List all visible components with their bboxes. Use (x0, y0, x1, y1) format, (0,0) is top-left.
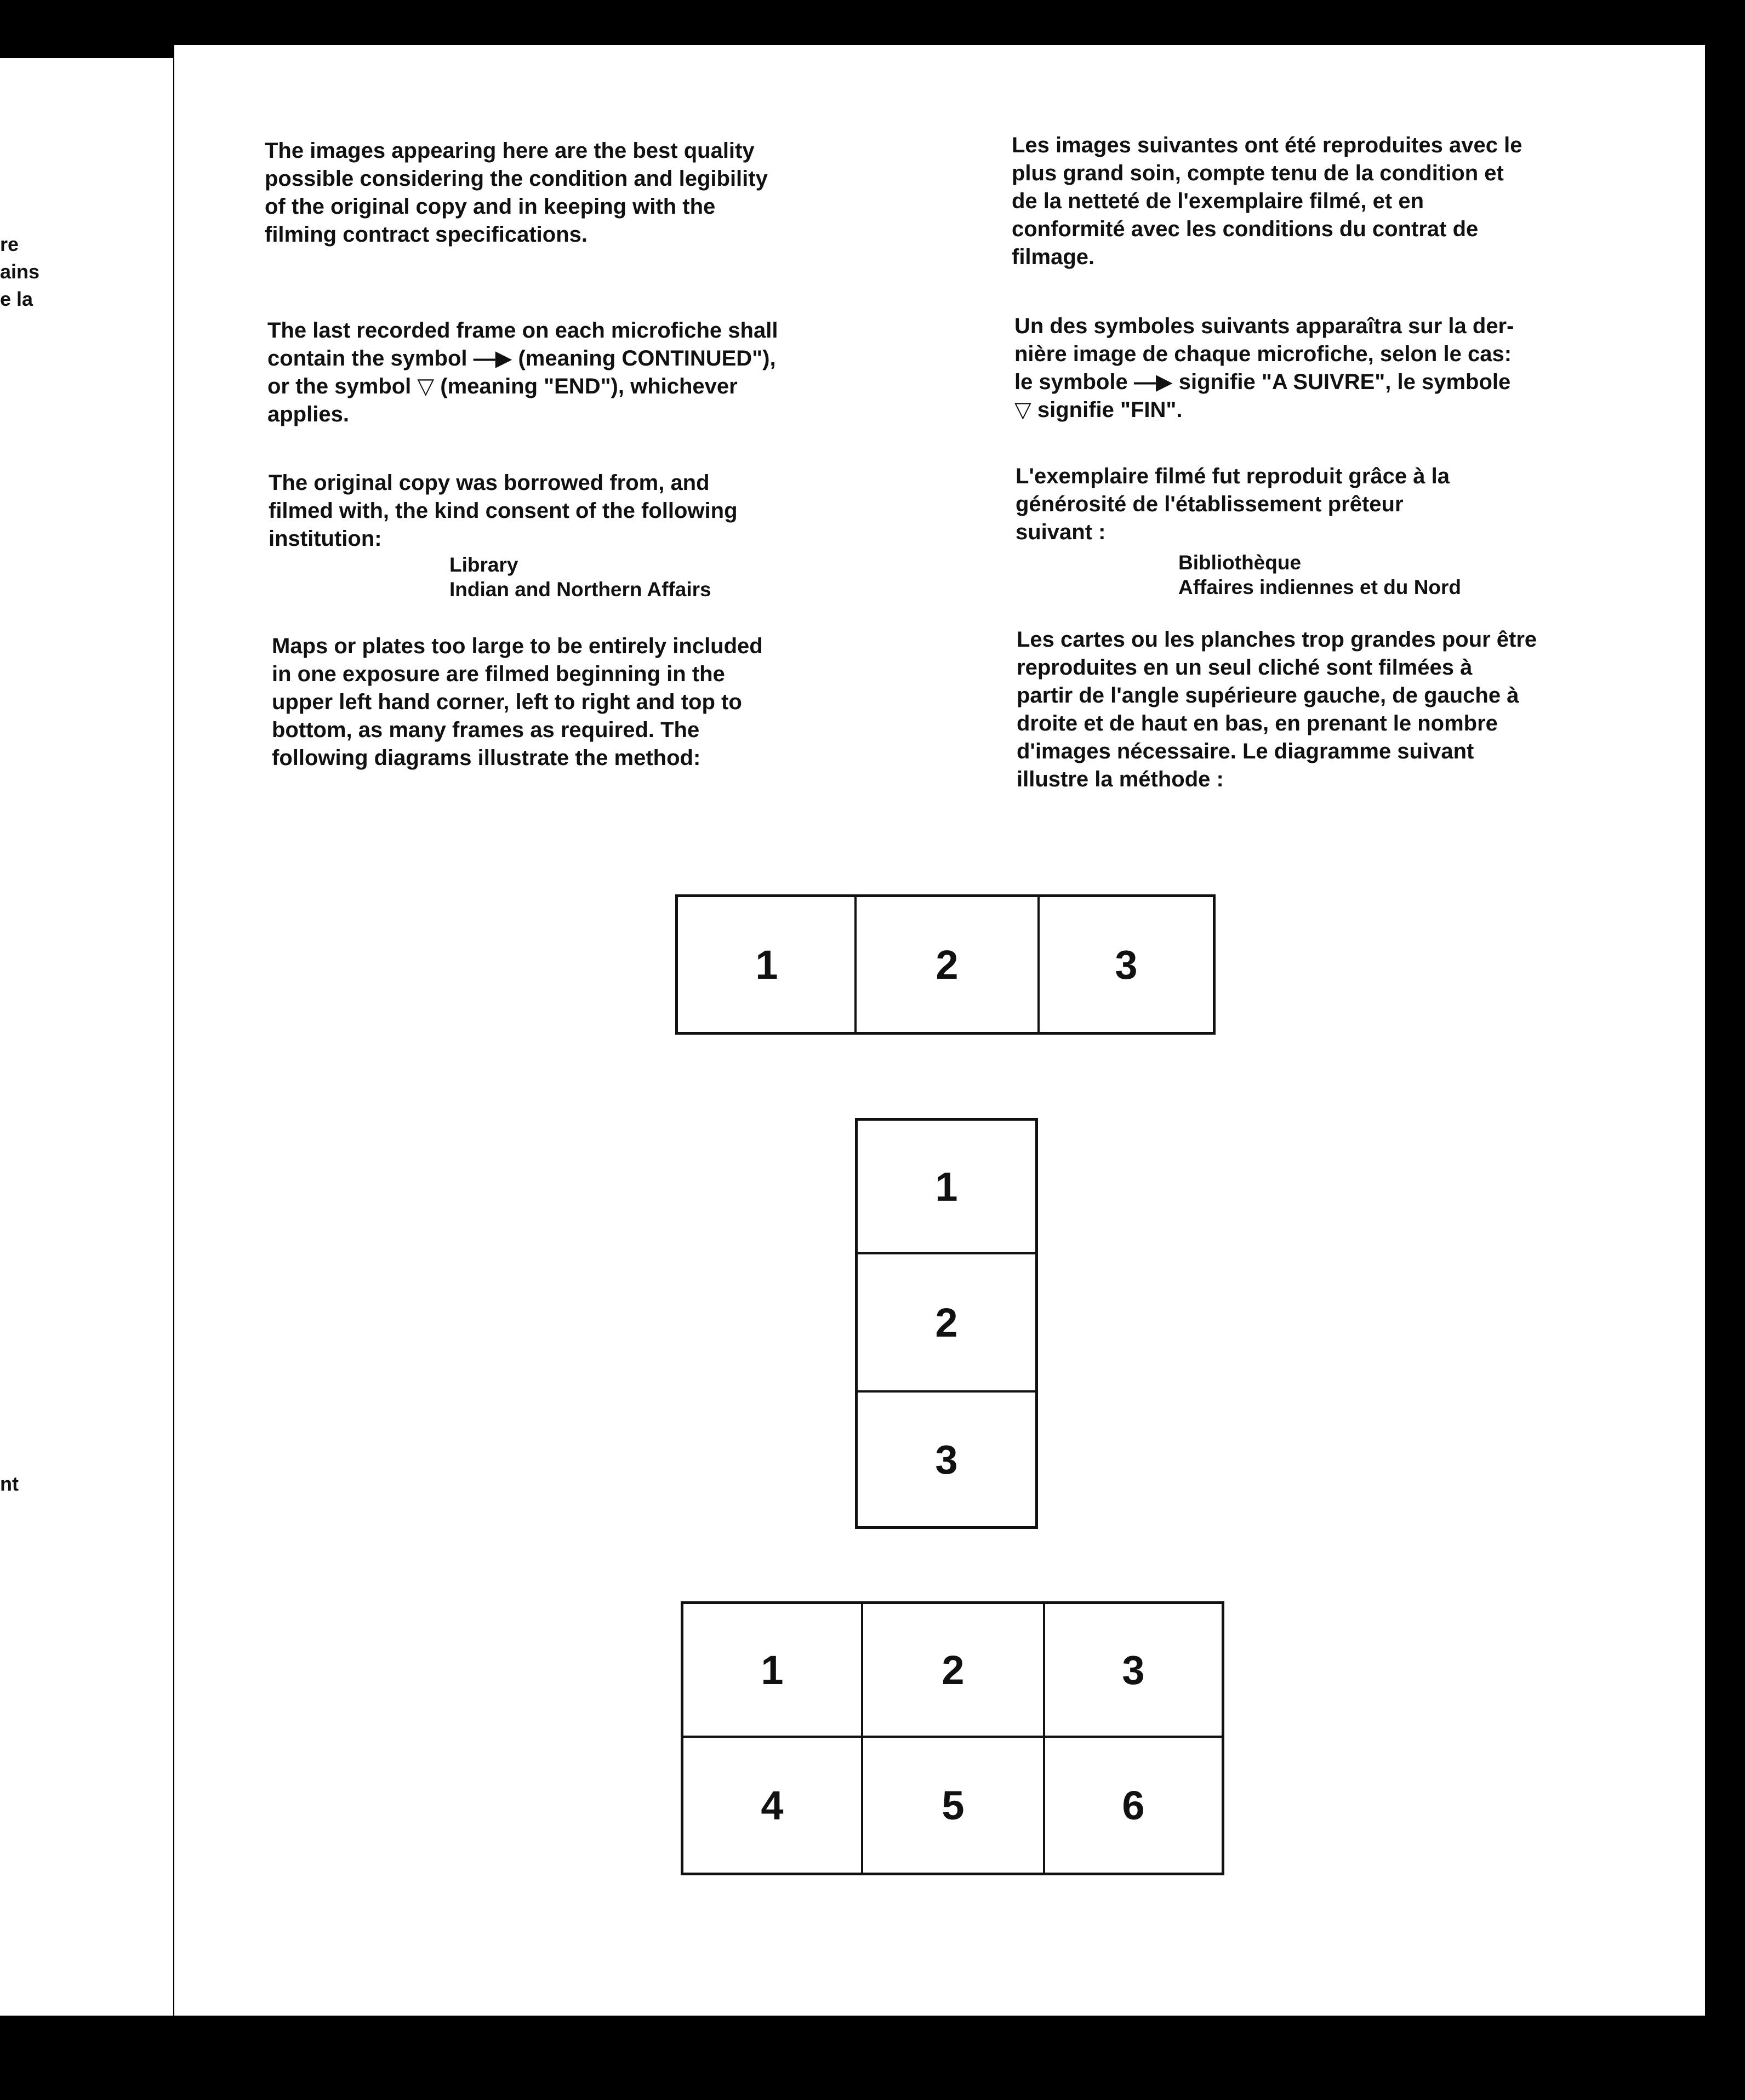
frame-number: 1 (755, 941, 778, 988)
english-maps-notice: Maps or plates too large to be entirely included in one exposure are filmed beginning in the upper left hand corner, left to right and top to bottom, as many frames as required. The following diagrams illustrate the method: (272, 634, 763, 770)
frame-number: 3 (1115, 941, 1138, 988)
document-page (174, 45, 1705, 2016)
grid-frames-diagram (681, 1601, 1224, 1875)
horizontal-frames-diagram (675, 894, 1216, 1035)
frame-number: 3 (1122, 1647, 1145, 1693)
french-borrowed-notice: L'exemplaire filmé fut reproduit grâce à la générosité de l'établissement prêteur suivant : (1016, 464, 1450, 544)
frame-number: 2 (936, 941, 959, 988)
frame-number: 6 (1122, 1782, 1145, 1828)
previous-page-edge (0, 58, 173, 2016)
frame-number: 3 (935, 1436, 958, 1482)
frame-number: 2 (942, 1647, 965, 1693)
french-maps-notice: Les cartes ou les planches trop grandes pour être reproduites en un seul cliché sont filmées à partir de l'angle supérieure gauche, de gauche à droite et de haut en bas, en prenant le nombre d'images nécessaire. Le diagramme suivant illustre la méthode : (1017, 627, 1537, 791)
french-institution: Bibliothèque Affaires indiennes et du Nord (1178, 551, 1462, 598)
fragment-text: nt (0, 1473, 19, 1495)
frame-number: 1 (761, 1647, 784, 1693)
english-quality-notice: The images appearing here are the best quality possible considering the condition and legibility of the original copy and in keeping with the filming contract specifications. (265, 139, 768, 247)
fragment-text: ains (0, 260, 40, 283)
frame-number: 1 (935, 1163, 958, 1209)
french-symbol-notice: Un des symboles suivants apparaîtra sur la der- nière image de chaque microfiche, selon le cas: le symbole —▶ signifie "A SUIVRE", le symbole ▽ signifie "FIN". (1014, 314, 1514, 422)
english-borrowed-notice: The original copy was borrowed from, and filmed with, the kind consent of the following institution: (269, 471, 738, 551)
fragment-text: re (0, 233, 19, 255)
english-symbol-notice: The last recorded frame on each microfiche shall contain the symbol —▶ (meaning CONTINUED"), or the symbol ▽ (meaning "END"), whichever applies. (267, 318, 778, 426)
frame-number: 4 (761, 1782, 784, 1828)
vertical-frames-diagram (855, 1118, 1038, 1529)
frame-number: 2 (935, 1299, 958, 1345)
frame-number: 5 (942, 1782, 965, 1828)
fragment-text: e la (0, 288, 33, 310)
french-quality-notice: Les images suivantes ont été reproduites avec le plus grand soin, compte tenu de la condition et de la netteté de l'exemplaire filmé, et en conformité avec les conditions du contrat de filmage. (1012, 133, 1522, 269)
english-institution: Library Indian and Northern Affairs (449, 553, 711, 601)
